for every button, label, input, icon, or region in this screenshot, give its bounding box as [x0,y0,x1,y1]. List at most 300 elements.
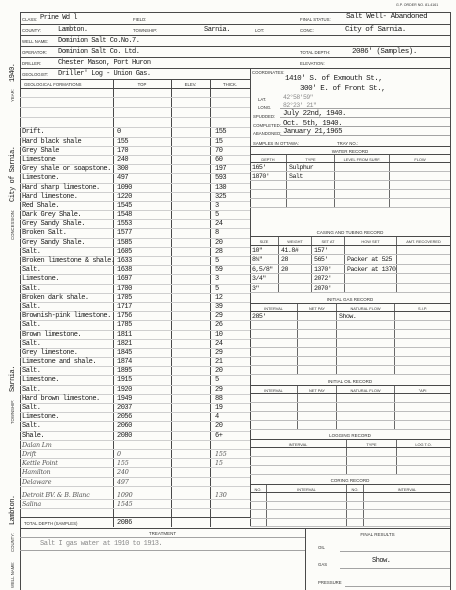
water-row [250,181,450,190]
formation-name: Grey Sandy Shale. [22,220,85,229]
water-header-row [250,154,450,163]
driller-label: DRILLER: [22,61,42,66]
casing-row [250,255,450,264]
formation-row [20,321,250,330]
formation-top: 1553 [117,220,132,229]
gas-row [250,312,450,321]
coring-cell [267,510,347,518]
coring-cell [364,519,450,527]
handwritten-formation-top: 497 [117,477,129,486]
formation-top: 170 [117,146,129,155]
formation-row [20,128,250,137]
coring-cell [267,502,347,510]
casing-cell: 8¼" [250,255,279,263]
margin-township-label: TOWNSHIP: [10,399,15,424]
water-row [250,190,450,199]
oil-column-header: NATURAL FLOW [337,386,395,393]
gas-cell [395,312,450,320]
elevation-label: ELEVATION: [300,61,325,66]
county-value: Lambton. [58,25,88,34]
formation-thick: 3 [215,201,219,210]
abandoned-value: January 21,1965 [283,127,343,136]
logging-cell [397,448,450,456]
margin-county-value: Lambton. [9,495,17,526]
formation-row [20,147,250,156]
gas-row [250,330,450,339]
margin-concession-label: CONCESSION: [10,209,15,240]
formation-top: 1874 [117,358,132,367]
gas-cell [395,321,450,329]
gas-column-header: NET PAY [298,304,337,311]
county-label: COUNTY: [22,28,42,33]
coring-column-header: NO. [347,485,364,492]
water-cell [390,199,450,207]
gas-cell [298,321,337,329]
formation-thick: 28 [215,247,223,256]
rule [305,528,306,590]
formation-thick: 29 [215,385,223,394]
rule [250,146,450,147]
casing-cell: 10" [250,246,279,254]
formation-thick: 20 [215,367,223,376]
formation-top: 2056 [117,413,132,422]
coring-cell [267,519,347,527]
total-depth-label: TOTAL DEPTH: [300,50,331,55]
casing-cell [397,246,450,254]
handwritten-formation-row [20,491,250,500]
formation-thick: 21 [215,358,223,367]
formation-name: Salt. [22,385,41,394]
formation-top: 1821 [117,339,132,348]
casing-cell: 28 [279,255,312,263]
formation-name: Broken Salt. [22,229,67,238]
formation-name: Salt. [22,367,41,376]
water-cell [335,199,390,207]
formation-thick: 5 [215,284,219,293]
formation-top: 1949 [117,394,132,403]
logging-row [250,448,450,457]
logging-cell [397,457,450,465]
margin-township [4,366,17,424]
water-cell [390,181,450,189]
oil-cell [298,421,337,429]
rule [340,568,450,569]
water-cell [287,190,335,198]
formation-name: Brownish-pink limestone. [22,312,111,321]
formation-name: Salt. [22,247,41,256]
formation-thick: 88 [215,394,223,403]
tray-label: TRAY NO.: [337,141,359,146]
handwritten-formation-row [20,450,250,459]
casing-cell: 3/4" [250,274,279,282]
casing-cell [397,284,450,292]
formation-thick: 60 [215,155,223,164]
logging-record-table [250,439,450,475]
margin-year-label: YEAR: [10,89,15,102]
water-column-header: TYPE [287,155,335,162]
formation-row [20,376,250,385]
gas-header-row [250,303,450,312]
water-row [250,163,450,172]
casing-cell: 3" [250,284,279,292]
coring-cell [250,502,267,510]
gas-label: GAS [318,562,328,567]
handwritten-formation-top: 155 [117,459,129,468]
formation-row [20,184,250,193]
water-cell [390,190,450,198]
logging-column-header: LOG T.O. [415,442,432,447]
casing-cell [345,274,397,282]
logging-cell [347,457,397,465]
gas-cell [337,366,395,374]
handwritten-formation-top: 1545 [117,499,133,508]
gas-cell [395,357,450,365]
formation-top: 155 [117,137,129,146]
formation-top: 1785 [117,321,132,330]
formation-name: Grey shale or soapstone. [22,165,111,174]
margin-concession [4,140,16,240]
coring-cell [250,493,267,501]
formation-thick: 59 [215,266,223,275]
handwritten-formation-top: 0 [117,449,121,458]
handwritten-formation-row [20,500,250,509]
formation-name: Grey Sandy Shale. [22,238,85,247]
coordinates-line-1: 1410' S. of Exmouth St., [285,74,383,83]
gas-cell [298,357,337,365]
logging-row [250,466,450,475]
total-depth-value: 2086' (Samples). [352,47,417,56]
formation-row [20,358,250,367]
gas-record-table [250,303,450,375]
casing-row [250,246,450,255]
casing-record-title: CASING AND TUBING RECORD [316,230,384,235]
formation-top: 2060 [117,422,132,431]
handwritten-formation-name: Dalan Lm [22,440,52,449]
gas-cell [337,321,395,329]
logging-cell [250,457,347,465]
formation-row [20,202,250,211]
handwritten-formation-name: Kettle Point [22,459,58,468]
water-record-title: WATER RECORD [331,149,369,154]
formation-name: Hard sharp limestone. [22,183,100,192]
formation-row [20,422,250,431]
formation-name: Hard brown limestone. [22,394,100,403]
logging-header-row [250,439,450,448]
handwritten-formation-thick: 155 [215,449,227,458]
logging-cell [250,448,347,456]
gas-row [250,366,450,375]
coring-cell [364,502,450,510]
gas-cell [250,357,298,365]
formation-name: Brown limestone. [22,330,82,339]
class-value: Prine Wd l [40,13,78,22]
final-status-value: Salt Well- Abandoned [346,12,428,21]
casing-record-table [250,236,450,293]
blank-row [20,98,250,108]
gas-cell [337,357,395,365]
final-status-label: FINAL STATUS: [300,17,331,22]
formation-thick: 5 [215,376,219,385]
gas-cell [250,321,298,329]
formation-row [20,220,250,229]
gas-cell [395,339,450,347]
formation-name: Salt. [22,404,41,412]
oil-row [250,421,450,430]
abandoned-label: ABANDONED: [253,131,282,136]
oil-cell [395,403,450,411]
oil-row [250,394,450,403]
gas-row [250,339,450,348]
geologist-value: Driller' Log - Union Gas. [58,69,151,78]
formation-top: 1548 [117,211,132,220]
handwritten-formation-row [20,478,250,487]
logging-cell [250,466,347,474]
formation-top: 2037 [117,404,132,412]
formation-top: 1700 [117,284,132,293]
formation-name: Shale. [22,431,45,440]
formation-top: 497 [117,174,129,183]
gas-record-title: INITIAL GAS RECORD [326,297,374,302]
logging-cell [347,466,397,474]
coring-column-header: NO. [250,485,267,492]
casing-cell: Packer at 1370 [347,265,396,273]
logging-record-title: LOGGING RECORD [329,433,371,438]
operator-label: OPERATOR: [22,50,47,55]
gas-column-header: INTERVAL [250,304,298,311]
water-column-header: DEPTH [250,155,287,162]
formation-top: 1717 [117,302,132,311]
gas-cell [250,330,298,338]
gas-cell [337,330,395,338]
margin-well-name [4,556,16,588]
gas-value: Show. [372,557,391,565]
formation-thick: 70 [215,146,223,155]
formation-row [20,312,250,321]
formation-top: 0 [117,128,121,137]
gas-cell [298,312,337,320]
formation-row [20,138,250,147]
water-column-header: FLOW [414,157,426,162]
oil-label: OIL [318,545,325,550]
oil-cell [337,412,395,420]
oil-record-table [250,385,450,430]
formation-thick: 197 [215,165,227,174]
formations-table-body [20,88,250,509]
formation-thick: 5 [215,257,219,265]
handwritten-formation-row [20,468,250,477]
formation-row [20,340,250,349]
margin-township-value: Sarnia. [9,366,17,393]
well-name-value: Dominion Salt Co.No.7. [58,36,140,45]
gas-row [250,348,450,357]
formation-top: 1697 [117,275,132,284]
top-header: TOP [137,81,147,87]
casing-cell: 157' [312,246,345,254]
formation-thick: 8 [215,229,219,238]
gas-cell [395,366,450,374]
casing-cell: 20 [279,265,312,273]
samples-label: SAMPLES IN OTTAWA: [253,141,299,146]
formation-thick: 29 [215,348,223,357]
gas-cell [250,339,298,347]
water-row [250,172,450,181]
water-cell: Sulphur [287,163,335,171]
township-label: TOWNSHIP: [133,28,158,33]
formation-name: Red Shale. [22,201,60,210]
casing-cell: 565' [312,255,345,263]
formation-row [20,193,250,202]
coring-column-header: INTERVAL [267,485,347,492]
water-column-header: LEVEL FROM SURF. [335,155,390,162]
coring-header-row [250,484,450,493]
gas-cell [298,339,337,347]
formation-thick: 6+ [215,431,223,440]
formation-row [20,349,250,358]
oil-cell [395,394,450,402]
formation-row [20,404,250,413]
handwritten-formation-top: 1090 [117,490,133,499]
formation-thick: 20 [215,238,223,247]
formation-thick: 24 [215,339,223,348]
formation-row [20,156,250,165]
water-record-table [250,154,450,208]
casing-cell: Packer at 525 [345,255,397,263]
coring-record-table [250,484,450,527]
formation-top: 240 [117,155,129,164]
formation-name: Salt. [22,321,41,330]
formation-row [20,266,250,275]
water-cell [250,199,287,207]
gas-cell [298,330,337,338]
formation-name: Limestone. [22,174,60,183]
gas-row [250,321,450,330]
formation-row [20,331,250,340]
oil-cell [250,403,298,411]
margin-concession-value: City of Sarnia. [9,146,17,203]
coring-cell [267,493,347,501]
lot-label: LOT: [255,28,265,33]
margin-county [4,496,16,552]
casing-row [250,265,450,274]
formation-name: Limestone [22,155,56,164]
coordinates-line-2: 300' E. of Front St., [300,84,386,93]
casing-cell: 1370' [312,265,345,273]
oil-header-row [250,385,450,394]
gas-cell [337,348,395,356]
casing-cell [397,265,450,273]
margin-year [4,50,16,102]
formation-row [20,248,250,257]
pressure-label: PRESSURE [318,580,342,585]
water-cell [250,190,287,198]
formation-name: Limestone. [22,376,60,385]
total-depth-samples-label: TOTAL DEPTH (SAMPLES) [24,521,78,526]
handwritten-formation-name: Delaware [22,477,52,486]
casing-column-header: WEIGHT [279,237,312,245]
casing-column-header: HOW SET [345,237,397,245]
formation-thick: 4 [215,413,219,422]
margin-well-name-label: WELL NAME: [10,561,15,588]
oil-column-header: NET PAY [298,386,337,393]
coring-column-header: INTERVAL [397,487,417,492]
total-depth-samples-value: 2086 [117,518,132,527]
water-cell: 1870' [250,172,287,180]
long-value: 82°23' 21" [283,102,317,109]
elev-header: ELEV. [184,81,197,87]
thick-header: THICK. [222,81,238,87]
gas-cell [250,366,298,374]
formation-name: Limestone. [22,413,60,422]
casing-cell [279,274,312,282]
formation-row [20,395,250,404]
formation-thick: 19 [215,404,223,412]
spudded-label: SPUDDED: [253,114,276,119]
driller-value: Chester Mason, Port Huron [58,58,151,67]
formation-thick: 155 [215,128,227,137]
formation-name: Dark Grey Shale. [22,211,82,220]
logging-cell [347,448,397,456]
casing-cell: 2072' [312,274,345,282]
oil-cell [298,412,337,420]
gas-cell [298,366,337,374]
rule [450,12,451,590]
water-cell: Salt [287,172,335,180]
logging-column-header: TYPE [347,440,397,447]
formation-top: 2080 [117,431,132,440]
oil-cell [395,421,450,429]
gas-cell [298,348,337,356]
coring-cell [347,493,364,501]
coring-row [250,510,450,519]
gas-cell [250,348,298,356]
formation-top: 1090 [117,183,132,192]
formation-row [20,367,250,376]
rule [280,117,450,118]
coring-cell [364,510,450,518]
rule [20,528,450,529]
treatment-text: Salt I gas water at 1910 to 1913. [40,540,163,548]
formation-name: Salt. [22,339,41,348]
formation-thick: 130 [215,183,227,192]
formation-top: 1633 [117,257,132,265]
coring-cell [347,502,364,510]
coring-row [250,502,450,511]
order-number: G.P. ORDER NO. 81-4161 [396,3,439,7]
oil-row [250,403,450,412]
formation-thick: 20 [215,422,223,431]
coring-row [250,519,450,528]
rule [340,551,450,552]
rule [345,586,450,587]
casing-column-header: SIZE [250,237,279,245]
oil-row [250,412,450,421]
formation-name: Salt. [22,284,41,293]
casing-row [250,274,450,283]
formation-name: Salt. [22,422,41,431]
water-cell [335,190,390,198]
rule [20,537,305,538]
gas-column-header: S.I.P. [417,306,427,311]
conc-value: City of Sarnia. [345,25,406,34]
casing-cell: 2070' [312,284,345,292]
casing-column-header: AMT. RECOVERED [406,239,441,244]
final-results-title: FINAL RESULTS [360,532,395,537]
formation-thick: 39 [215,302,223,311]
oil-cell [298,394,337,402]
formation-row [20,174,250,183]
gas-column-header: NATURAL FLOW [337,304,395,311]
formation-top: 1756 [117,312,132,321]
